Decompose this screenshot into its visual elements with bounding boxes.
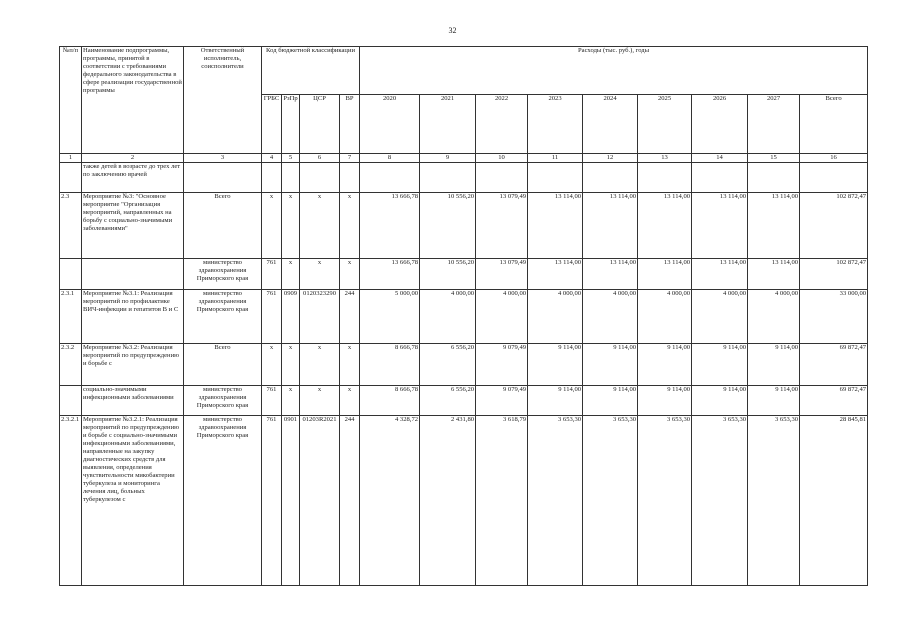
row-value [528,163,583,193]
row-executor: Всего [184,193,262,259]
header-name: Наименование подпрограммы, программы, принятой в соответствии с требованиями федерального законодательства в сфере реализации государственной программы [82,47,184,154]
row-value: 9 079,49 [476,386,528,416]
row-grbs: 761 [262,259,282,290]
row-total: 33 000,00 [800,290,868,344]
row-value: 13 114,00 [692,193,748,259]
row-value: 9 114,00 [692,344,748,386]
row-rzpr [282,163,300,193]
row-executor: министерство здравоохранения Приморского края [184,416,262,586]
row-number: 2.3.2 [60,344,82,386]
row-vr [340,163,360,193]
row-value: 9 114,00 [748,386,800,416]
row-value: 8 666,78 [360,386,420,416]
row-name: Мероприятие №3.2: Реализация мероприятий по предупреждению и борьбе с [82,344,184,386]
col-number: 1 [60,154,82,163]
row-value [692,163,748,193]
row-rzpr: x [282,259,300,290]
row-value [638,163,692,193]
header-csr: ЦСР [300,95,340,154]
row-value: 5 000,00 [360,290,420,344]
row-value: 13 114,00 [528,259,583,290]
row-executor: министерство здравоохранения Приморского края [184,386,262,416]
row-value: 6 556,20 [420,344,476,386]
row-value: 9 114,00 [583,344,638,386]
row-total: 28 845,81 [800,416,868,586]
table-row [60,163,868,193]
row-total [800,163,868,193]
row-name: Мероприятие №3: "Основное мероприятие "Организация мероприятий, направленных на борьбу с социально-значимыми заболеваниями" [82,193,184,259]
row-value: 8 666,78 [360,344,420,386]
col-number: 10 [476,154,528,163]
row-value: 9 079,49 [476,344,528,386]
header-row-1 [60,47,868,95]
col-number: 13 [638,154,692,163]
row-value: 3 618,79 [476,416,528,586]
row-value: 4 000,00 [748,290,800,344]
row-number [60,163,82,193]
row-value: 9 114,00 [638,344,692,386]
row-value [476,163,528,193]
row-executor: министерство здравоохранения Приморского края [184,259,262,290]
row-value: 4 000,00 [638,290,692,344]
table-row [60,193,868,259]
table-row [60,290,868,344]
row-value: 4 000,00 [583,290,638,344]
row-value: 13 114,00 [583,193,638,259]
row-value: 13 114,00 [583,259,638,290]
header-year-2025: 2025 [638,95,692,154]
col-number: 4 [262,154,282,163]
row-grbs: 761 [262,386,282,416]
row-vr: x [340,259,360,290]
row-csr: x [300,386,340,416]
row-value: 9 114,00 [748,344,800,386]
table-row [60,416,868,586]
header-year-2024: 2024 [583,95,638,154]
row-value: 13 114,00 [748,259,800,290]
row-csr: 0120323290 [300,290,340,344]
row-value: 13 666,78 [360,259,420,290]
header-grbs: ГРБС [262,95,282,154]
row-value: 4 000,00 [420,290,476,344]
table-row [60,344,868,386]
col-number: 16 [800,154,868,163]
header-rzpr: РзПр [282,95,300,154]
budget-table [59,46,868,586]
row-value: 9 114,00 [638,386,692,416]
row-value: 10 556,20 [420,193,476,259]
row-grbs: 761 [262,416,282,586]
row-vr: x [340,344,360,386]
row-grbs: x [262,344,282,386]
col-number: 7 [340,154,360,163]
row-executor [184,163,262,193]
row-total: 102 872,47 [800,259,868,290]
row-value: 3 653,30 [692,416,748,586]
row-rzpr: x [282,344,300,386]
row-name [82,259,184,290]
row-rzpr: 0901 [282,416,300,586]
col-number: 8 [360,154,420,163]
header-year-2020: 2020 [360,95,420,154]
row-value: 13 079,49 [476,259,528,290]
row-value [583,163,638,193]
row-value: 4 000,00 [692,290,748,344]
row-value: 13 114,00 [748,193,800,259]
row-value: 13 114,00 [638,259,692,290]
table-row [60,259,868,290]
row-value: 13 114,00 [638,193,692,259]
col-number: 2 [82,154,184,163]
col-number: 12 [583,154,638,163]
row-value: 4 328,72 [360,416,420,586]
col-number: 9 [420,154,476,163]
row-number: 2.3.1 [60,290,82,344]
col-number: 6 [300,154,340,163]
col-number: 3 [184,154,262,163]
row-name: Мероприятие №3.2.1: Реализация мероприятий по предупреждению и борьбе с социально-значимыми инфекционными заболеваниями, направленные на закупку диагностических средств для выявления, определения чувствительности микобактерии туберкулеза и мониторинга лечения лиц, больных туберкулезом с [82,416,184,586]
row-rzpr: 0909 [282,290,300,344]
col-number: 14 [692,154,748,163]
row-value: 9 114,00 [528,386,583,416]
row-csr: x [300,193,340,259]
row-rzpr: x [282,386,300,416]
header-no: №п/п [60,47,82,154]
header-expenses: Расходы (тыс. руб.), годы [360,47,868,95]
row-value: 13 666,78 [360,193,420,259]
row-vr: x [340,193,360,259]
row-executor: министерство здравоохранения Приморского края [184,290,262,344]
row-value: 9 114,00 [528,344,583,386]
header-year-2026: 2026 [692,95,748,154]
header-year-2021: 2021 [420,95,476,154]
row-value: 3 653,30 [748,416,800,586]
row-value: 10 556,20 [420,259,476,290]
row-value: 3 653,30 [583,416,638,586]
header-executor: Ответственный исполнитель, соисполнители [184,47,262,154]
row-csr: x [300,344,340,386]
table-row [60,386,868,416]
row-csr: 01203R2021 [300,416,340,586]
row-value: 3 653,30 [638,416,692,586]
row-value [360,163,420,193]
row-value: 13 114,00 [528,193,583,259]
row-total: 69 872,47 [800,386,868,416]
row-value: 2 431,80 [420,416,476,586]
header-total: Всего [800,95,868,154]
row-value: 13 079,49 [476,193,528,259]
row-value: 4 000,00 [476,290,528,344]
header-vr: ВР [340,95,360,154]
header-year-2023: 2023 [528,95,583,154]
row-executor: Всего [184,344,262,386]
row-value: 3 653,30 [528,416,583,586]
row-number: 2.3.2.1 [60,416,82,586]
column-number-row [60,154,868,163]
col-number: 11 [528,154,583,163]
header-year-2022: 2022 [476,95,528,154]
header-year-2027: 2027 [748,95,800,154]
row-name: Мероприятие №3.1: Реализация мероприятий по профилактике ВИЧ-инфекции и гепатитов В и С [82,290,184,344]
row-value: 13 114,00 [692,259,748,290]
row-vr: 244 [340,290,360,344]
col-number: 15 [748,154,800,163]
row-vr: 244 [340,416,360,586]
row-value [748,163,800,193]
header-budget-code: Код бюджетной классификации [262,47,360,95]
row-name: социально-значимыми инфекционными заболеваниями [82,386,184,416]
row-value: 9 114,00 [583,386,638,416]
row-csr: x [300,259,340,290]
row-value [420,163,476,193]
row-value: 9 114,00 [692,386,748,416]
row-value: 4 000,00 [528,290,583,344]
row-grbs [262,163,282,193]
row-vr: x [340,386,360,416]
row-csr [300,163,340,193]
row-grbs: 761 [262,290,282,344]
row-total: 69 872,47 [800,344,868,386]
row-number [60,259,82,290]
row-name: также детей в возрасте до трех лет по заключению врачей [82,163,184,193]
page-number: 32 [448,26,457,35]
row-number: 2.3 [60,193,82,259]
row-number [60,386,82,416]
col-number: 5 [282,154,300,163]
row-grbs: x [262,193,282,259]
row-rzpr: x [282,193,300,259]
row-value: 6 556,20 [420,386,476,416]
row-total: 102 872,47 [800,193,868,259]
